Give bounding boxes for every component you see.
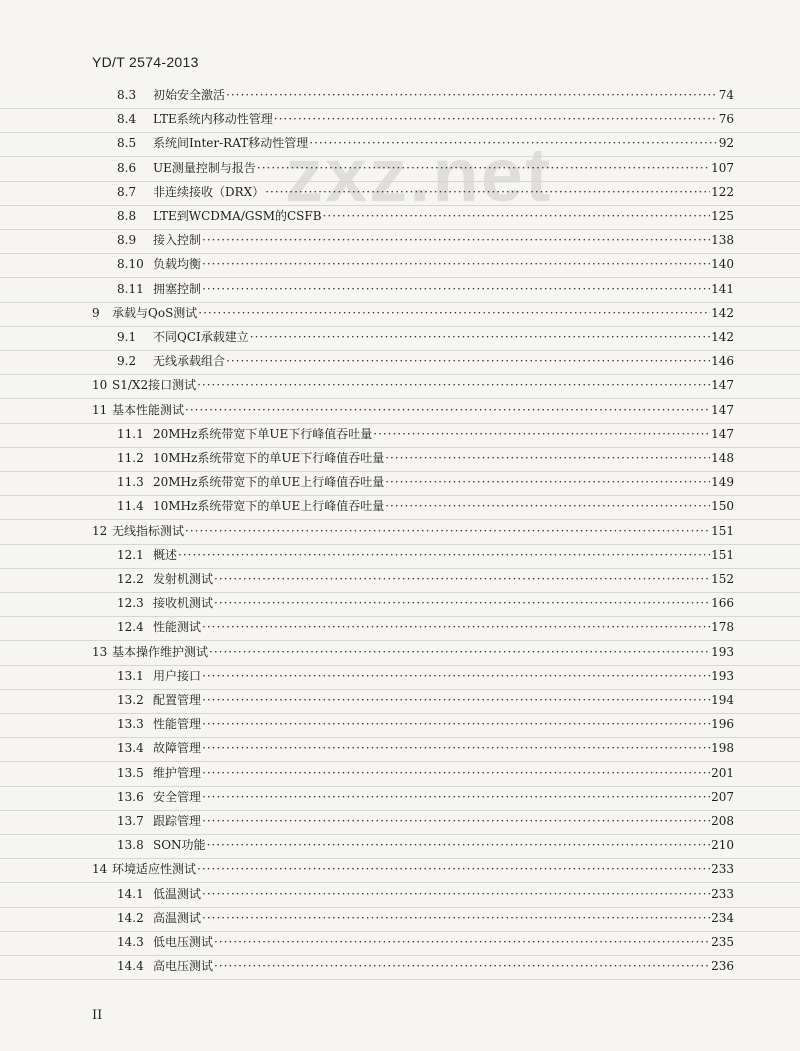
toc-page-number: 208 [711,814,734,828]
toc-entry[interactable] [92,402,734,419]
toc-row [0,810,800,835]
toc-dot-leader [214,571,710,588]
toc-page-number: 148 [711,451,734,465]
toc-page-number: 207 [711,789,734,804]
toc-section-title: 性能管理 [153,717,202,732]
toc-row [0,786,800,811]
toc-entry[interactable] [117,765,734,782]
toc-section-number: 11.3 [117,475,144,490]
toc-entry[interactable] [117,668,734,685]
toc-entry[interactable] [117,353,734,370]
toc-dot-leader [197,861,710,878]
toc-dot-leader [274,111,718,128]
toc-section-number: 14.3 [117,935,144,949]
toc-section-number: 12 [92,523,108,538]
toc-section-title: 发射机测试 [153,572,214,586]
toc-section-number: 8.10 [117,257,144,272]
toc-row [0,883,800,908]
toc-section-number: 11 [92,402,108,417]
toc-section-number: 12.1 [117,547,144,562]
toc-section-title: 承载与QoS测试 [112,305,198,320]
document-code: YD/T 2574-2013 [92,54,199,70]
toc-entry[interactable] [92,523,734,540]
toc-dot-leader [178,547,710,564]
toc-entry[interactable] [117,329,734,346]
toc-section-title: 高温测试 [153,910,202,925]
toc-section-title: 无线承载组合 [153,354,226,369]
toc-entry[interactable] [92,861,734,878]
toc-section-title: 故障管理 [153,741,202,756]
toc-dot-leader [226,353,710,370]
toc-section-number: 8.6 [117,160,137,175]
toc-row [0,858,800,883]
toc-entry[interactable] [117,135,734,152]
toc-section-title: 基本性能测试 [112,402,185,417]
toc-section-number: 14.1 [117,886,144,901]
toc-page-number: 193 [711,668,734,683]
toc-page-number: 152 [711,572,734,586]
toc-section-title: 基本操作维护测试 [112,644,209,659]
toc-row [0,568,800,593]
toc-section-number: 13.4 [117,741,144,756]
toc-dot-leader [202,692,710,709]
toc-page-number: 107 [711,160,734,175]
toc-dot-leader [209,644,710,661]
toc-dot-leader [202,886,710,903]
toc-entry[interactable] [117,934,734,951]
toc-dot-leader [385,498,710,515]
toc-entry[interactable] [117,111,734,128]
toc-page-number: 125 [711,209,734,223]
toc-page-number: 178 [711,620,734,635]
toc-page-number: 76 [718,112,734,127]
toc-row [0,447,800,472]
toc-section-number: 8.11 [117,281,144,296]
toc-section-title: LTE到WCDMA/GSM的CSFB [153,209,322,223]
toc-section-title: LTE系统内移动性管理 [153,112,273,127]
toc-section-title: 不同QCI承载建立 [153,330,249,344]
toc-page-number: 233 [711,862,734,877]
toc-row [0,374,800,399]
toc-row [0,108,800,133]
toc-section-number: 12.4 [117,620,144,635]
toc-row [0,302,800,327]
toc-row [0,181,800,206]
toc-section-number: 13.7 [117,814,144,828]
toc-entry[interactable] [117,886,734,903]
toc-dot-leader [197,377,710,394]
toc-dot-leader [202,910,710,927]
toc-section-number: 8.7 [117,184,137,199]
toc-page-number: 198 [711,741,734,756]
toc-row [0,520,800,545]
toc-dot-leader [185,523,710,540]
toc-section-number: 14 [92,862,108,877]
toc-section-title: 10MHz系统带宽下的单UE下行峰值吞吐量 [153,451,385,465]
toc-entry[interactable] [92,644,734,661]
toc-section-number: 11.4 [117,499,144,514]
toc-dot-leader [385,474,710,491]
toc-section-title: 低温测试 [153,886,202,901]
toc-entry[interactable] [117,813,734,830]
toc-dot-leader [207,837,711,854]
toc-row [0,713,800,738]
toc-entry[interactable] [117,426,734,443]
toc-section-title: 跟踪管理 [153,814,202,828]
toc-row [0,641,800,666]
toc-section-title: 无线指标测试 [112,523,185,538]
toc-entry[interactable] [117,837,734,854]
toc-page-number: 140 [711,257,734,272]
toc-section-title: 20MHz系统带宽下的单UE上行峰值吞吐量 [153,475,385,490]
watermark: zxz.net [285,133,553,218]
toc-dot-leader [202,813,710,830]
toc-entry[interactable] [117,498,734,515]
toc-page-number: 233 [711,886,734,901]
toc-dot-leader [202,281,710,298]
toc-page-number: 236 [711,959,734,974]
toc-page-number: 196 [711,717,734,732]
toc-section-title: 10MHz系统带宽下的单UE上行峰值吞吐量 [153,499,385,514]
toc-row [0,229,800,254]
toc-section-number: 13 [92,644,108,659]
toc-row [0,399,800,424]
toc-entry[interactable] [117,450,734,467]
toc-page-number: 201 [711,765,734,780]
toc-entry[interactable] [117,692,734,709]
toc-entry[interactable] [117,910,734,927]
toc-page-number: 151 [711,523,734,538]
toc-dot-leader [214,595,710,612]
toc-page-number: 147 [711,426,734,441]
toc-row [0,762,800,787]
toc-section-title: 非连续接收（DRX） [153,184,265,199]
toc-row [0,326,800,351]
toc-section-title: 20MHz系统带宽下单UE下行峰值吞吐量 [153,426,373,441]
toc-section-title: S1/X2接口测试 [112,378,197,393]
toc-page-number: 194 [711,693,734,707]
toc-section-number: 12.3 [117,596,144,611]
toc-row [0,253,800,278]
toc-section-title: 低电压测试 [153,935,214,949]
toc-section-number: 9.2 [117,354,137,369]
toc-dot-leader [202,256,710,273]
toc-section-number: 9 [92,305,100,320]
toc-dot-leader [265,184,710,201]
toc-row [0,834,800,859]
toc-page-number: 234 [711,910,734,925]
toc-entry[interactable] [117,571,734,588]
toc-section-number: 9.1 [117,330,137,344]
toc-section-title: 维护管理 [153,765,202,780]
toc-page-number: 149 [711,475,734,490]
toc-dot-leader [226,87,718,104]
toc-row [0,423,800,448]
toc-page-number: 74 [718,88,734,102]
toc-dot-leader [250,329,710,346]
toc-row [0,931,800,956]
toc-entry[interactable] [92,305,734,322]
toc-entry[interactable] [117,474,734,491]
toc-dot-leader [202,765,710,782]
toc-entry[interactable] [117,208,734,225]
toc-entry[interactable] [92,377,734,394]
toc-dot-leader [202,668,710,685]
toc-section-number: 12.2 [117,572,144,586]
toc-section-number: 13.5 [117,765,144,780]
toc-section-title: 环境适应性测试 [112,862,197,877]
toc-section-title: 性能测试 [153,620,202,635]
toc-entry[interactable] [117,232,734,249]
toc-entry[interactable] [117,184,734,201]
toc-section-title: 安全管理 [153,789,202,804]
toc-page-number: 193 [711,644,734,659]
toc-section-title: 配置管理 [153,693,202,707]
toc-section-number: 13.6 [117,789,144,804]
toc-entry[interactable] [117,256,734,273]
toc-entry[interactable] [117,716,734,733]
toc-entry[interactable] [117,740,734,757]
toc-row [0,665,800,690]
toc-entry[interactable] [117,958,734,975]
toc-dot-leader [385,450,710,467]
toc-page-number: 235 [711,935,734,949]
toc-entry[interactable] [117,160,734,177]
toc-row [0,689,800,714]
toc-section-title: 接入控制 [153,233,202,248]
page-number-label: II [92,1008,103,1023]
toc-section-title: 接收机测试 [153,596,214,611]
toc-page-number: 142 [711,330,734,344]
toc-page-number: 151 [711,547,734,562]
toc-dot-leader [185,402,710,419]
toc-section-number: 14.2 [117,910,144,925]
toc-row [0,278,800,303]
toc-row [0,907,800,932]
toc-row [0,737,800,762]
toc-section-number: 11.2 [117,451,144,465]
toc-section-number: 8.9 [117,233,137,248]
toc-entry[interactable] [117,87,734,104]
toc-page-number: 122 [711,184,734,199]
toc-section-number: 8.3 [117,88,137,102]
toc-dot-leader [202,716,710,733]
toc-section-title: SON功能 [153,838,206,853]
toc-section-number: 13.1 [117,668,144,683]
toc-section-number: 8.5 [117,136,137,151]
toc-page-number: 142 [711,305,734,320]
toc-page-number: 150 [711,499,734,514]
toc-dot-leader [202,232,710,249]
toc-dot-leader [198,305,710,322]
toc-row [0,955,800,980]
toc-section-title: 拥塞控制 [153,281,202,296]
toc-row [0,544,800,569]
toc-entry[interactable] [117,595,734,612]
toc-section-title: 用户接口 [153,668,202,683]
toc-entry[interactable] [117,789,734,806]
toc-section-number: 8.4 [117,112,137,127]
toc-dot-leader [214,934,710,951]
toc-page-number: 146 [711,354,734,369]
toc-section-title: 概述 [153,547,178,562]
toc-section-title: 高电压测试 [153,959,214,974]
toc-page-number: 147 [711,402,734,417]
toc-page-number: 166 [711,596,734,611]
toc-section-number: 8.8 [117,209,137,223]
toc-row [0,157,800,182]
toc-dot-leader [202,619,710,636]
toc-row [0,592,800,617]
toc-dot-leader [202,789,710,806]
toc-dot-leader [257,160,710,177]
toc-dot-leader [309,135,717,152]
toc-section-title: UE测量控制与报告 [153,160,256,175]
toc-section-number: 13.3 [117,717,144,732]
toc-page-number: 138 [711,233,734,248]
toc-entry[interactable] [117,619,734,636]
toc-section-title: 初始安全激活 [153,88,226,102]
toc-section-title: 系统间Inter-RAT移动性管理 [153,136,309,151]
toc-row [0,84,800,109]
toc-dot-leader [202,740,710,757]
toc-page-number: 141 [711,281,734,296]
toc-page-number: 210 [711,838,734,853]
toc-dot-leader [323,208,711,225]
toc-section-number: 11.1 [117,426,144,441]
toc-section-number: 14.4 [117,959,144,974]
toc-row [0,205,800,230]
toc-section-number: 13.2 [117,693,144,707]
toc-section-number: 13.8 [117,838,144,853]
toc-dot-leader [373,426,710,443]
toc-row [0,132,800,157]
toc-entry[interactable] [117,281,734,298]
toc-row [0,616,800,641]
toc-page-number: 92 [718,136,734,151]
toc-row [0,350,800,375]
toc-section-number: 10 [92,378,108,393]
toc-section-title: 负载均衡 [153,257,202,272]
toc-dot-leader [214,958,710,975]
toc-entry[interactable] [117,547,734,564]
toc-row [0,495,800,520]
toc-page-number: 147 [711,378,734,393]
toc-row [0,471,800,496]
